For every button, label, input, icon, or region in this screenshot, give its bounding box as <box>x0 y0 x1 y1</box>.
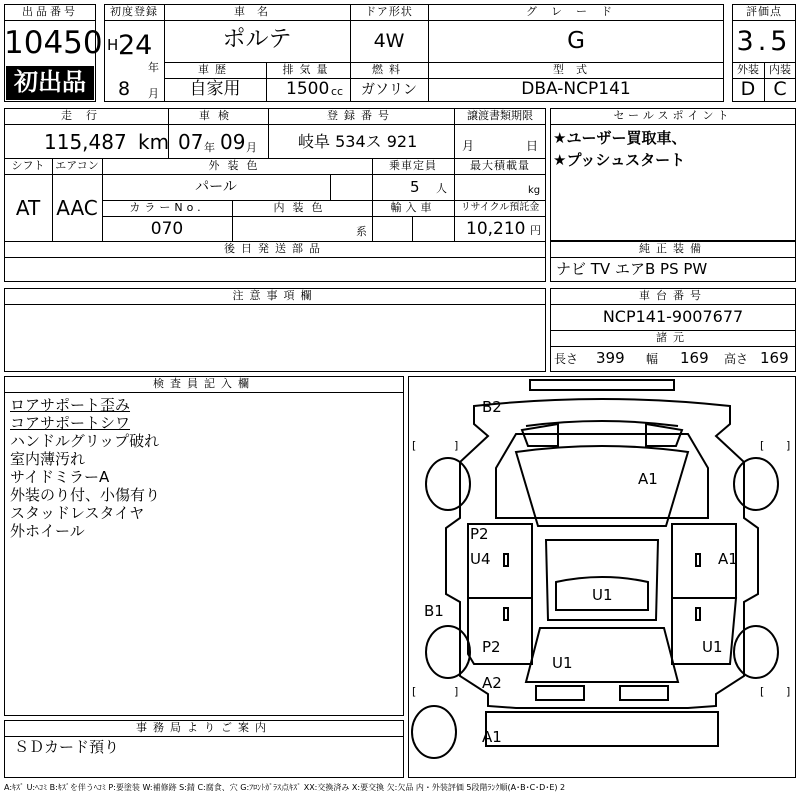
door-type: 4W <box>373 30 405 52</box>
plate-label: 登録番号 <box>327 109 395 122</box>
damage-mark-right-front-door: A1 <box>718 550 738 568</box>
exterior-color: パール <box>195 179 237 195</box>
car-name: ポルテ <box>222 26 292 52</box>
door-type-label: ドア形状 <box>365 5 413 18</box>
diagram-bracket-close: ] <box>454 439 459 452</box>
capacity-label: 乗車定員 <box>389 159 437 172</box>
length: 399 <box>596 349 625 367</box>
displacement: 1500 <box>286 79 330 99</box>
width: 169 <box>680 349 709 367</box>
equipment: ナビ TV エアB PS PW <box>556 260 708 278</box>
inspection-year: 07 <box>178 130 204 154</box>
mileage-label: 走行 <box>61 109 111 122</box>
inspector-note: ロアサポート歪み <box>10 396 131 414</box>
inspection-label: 車検 <box>199 109 237 122</box>
import-label: 輸入車 <box>390 201 436 214</box>
damage-mark-left-front-door: P2 <box>470 525 489 543</box>
fuel-label: 燃料 <box>372 63 406 76</box>
first-registration-label: 初度登録 <box>110 5 158 18</box>
lot-number-label: 出品番号 <box>22 5 78 18</box>
evaluation-score: 3.5 <box>736 26 792 57</box>
diagram-bracket-open: [ <box>412 685 417 698</box>
exterior-grade: D <box>740 78 756 100</box>
month-unit: 月 <box>148 87 159 100</box>
interior-grade: C <box>773 78 787 100</box>
inspection-month: 09 <box>220 130 246 154</box>
max-load-unit: kg <box>528 185 541 196</box>
capacity: 5 <box>410 178 420 196</box>
aircon: AAC <box>56 196 98 220</box>
exterior-label: 外装 <box>737 63 759 76</box>
inspector-note: サイドミラーA <box>10 468 110 486</box>
car-diagram <box>408 376 796 778</box>
interior-color-label: 内装色 <box>273 201 331 214</box>
interior-label: 内装 <box>769 63 791 76</box>
recycle-fee: 10,210 <box>466 219 526 239</box>
year-unit: 年 <box>148 61 159 74</box>
length-label: 長さ <box>554 352 579 366</box>
grade-label: グレード <box>526 5 626 18</box>
recycle-unit: 円 <box>530 224 541 237</box>
height-label: 高さ <box>724 352 749 366</box>
sales-points-frame <box>550 108 796 241</box>
transfer-day-unit: 日 <box>526 139 539 153</box>
mileage-unit: km <box>138 130 170 154</box>
exterior-color-label: 外装色 <box>208 159 266 172</box>
damage-mark-left-rear-door: P2 <box>482 638 501 656</box>
damage-mark-rear-bumper: A1 <box>482 728 502 746</box>
office-label: 事務局よりご案内 <box>136 721 272 734</box>
inspector-label: 検査員記入欄 <box>153 377 255 390</box>
diagram-bracket-close: ] <box>786 439 791 452</box>
sales-point: ★プッシュスタート <box>553 151 686 169</box>
inspector-note: 室内薄汚れ <box>10 450 86 468</box>
displacement-label: 排気量 <box>282 63 334 76</box>
damage-mark-front-bumper: B2 <box>482 398 502 416</box>
sales-points-label: セールスポイント <box>613 109 733 122</box>
damage-mark-right-rear: U1 <box>702 638 723 656</box>
equipment-label: 純正装備 <box>639 242 707 255</box>
legend: A:ｷｽﾞ U:ﾍｺﾐ B:ｷｽﾞを伴うﾍｺﾐ P:要塗装 W:補修跡 S:錆 C:腐食、穴 G:ﾌﾛﾝﾄｶﾞﾗｽ点ｷｽﾞ XX:交換済み X:要交換 欠:欠品 内・外装評価 5段階ﾗﾝｸ順(A･B･C･D･E) 2 <box>4 783 566 792</box>
inspector-note: コアサポートシワ <box>10 414 131 432</box>
damage-mark-roof: U1 <box>592 586 613 604</box>
mileage: 115,487 <box>44 130 127 154</box>
color-number-label: カラーNo. <box>129 201 205 214</box>
lot-number: 10450 <box>4 25 103 61</box>
inspector-note: 外装のり付、小傷有り <box>10 486 161 504</box>
diagram-bracket-open: [ <box>760 439 765 452</box>
chassis-number: NCP141-9007677 <box>602 307 744 326</box>
capacity-unit: 人 <box>436 182 447 195</box>
later-parts-label: 後日発送部品 <box>224 242 326 255</box>
height: 169 <box>760 349 789 367</box>
damage-mark-hood: A1 <box>638 470 658 488</box>
chassis-label: 車台番号 <box>639 289 707 302</box>
history: 自家用 <box>189 79 241 99</box>
shift-label: シフト <box>11 159 45 172</box>
damage-mark-trunk: U1 <box>552 654 573 672</box>
diagram-bracket-close: ] <box>454 685 459 698</box>
office-notice: ＳＤカード預り <box>14 738 120 756</box>
transfer-month-unit: 月 <box>462 139 475 153</box>
aircon-label: エアコン <box>55 159 99 172</box>
transfer-docs-label: 譲渡書類期限 <box>467 109 533 122</box>
car-name-label: 車名 <box>234 5 280 18</box>
diagram-bracket-close: ] <box>786 685 791 698</box>
inspection-year-unit: 年 <box>204 141 215 154</box>
history-label: 車歴 <box>198 63 232 76</box>
sales-point: ★ユーザー買取車、 <box>553 129 687 147</box>
model-code: DBA-NCP141 <box>521 79 631 99</box>
inspector-note: スタッドレスタイヤ <box>10 504 145 522</box>
specs-label: 諸元 <box>656 331 690 344</box>
damage-mark-left-side: B1 <box>424 602 444 620</box>
model-label: 型式 <box>553 63 599 76</box>
damage-mark-left-front-door: U4 <box>470 550 491 568</box>
damage-mark-left-rear: A2 <box>482 674 502 692</box>
registration-year: 24 <box>118 30 153 61</box>
registration-month: 8 <box>118 78 131 100</box>
era-label: H <box>107 36 119 54</box>
grade: G <box>567 28 585 54</box>
interior-color-unit: 系 <box>356 225 367 238</box>
shift: AT <box>15 196 41 220</box>
inspector-note: 外ホイール <box>10 522 85 540</box>
width-label: 幅 <box>646 352 659 366</box>
diagram-bracket-open: [ <box>412 439 417 452</box>
displacement-unit: cc <box>331 85 344 98</box>
caution-label: 注意事項欄 <box>232 289 318 302</box>
fuel: ガソリン <box>361 82 417 98</box>
inspection-month-unit: 月 <box>246 141 257 154</box>
recycle-label: リサイクル預託金 <box>460 202 540 213</box>
inspector-note: ハンドルグリップ破れ <box>10 432 160 450</box>
plate-number: 岐阜 534ス 921 <box>298 132 418 151</box>
max-load-label: 最大積載量 <box>470 159 530 172</box>
score-label: 評価点 <box>746 5 782 18</box>
color-number: 070 <box>150 219 184 239</box>
first-listing-label: 初出品 <box>14 68 86 96</box>
diagram-bracket-open: [ <box>760 685 765 698</box>
